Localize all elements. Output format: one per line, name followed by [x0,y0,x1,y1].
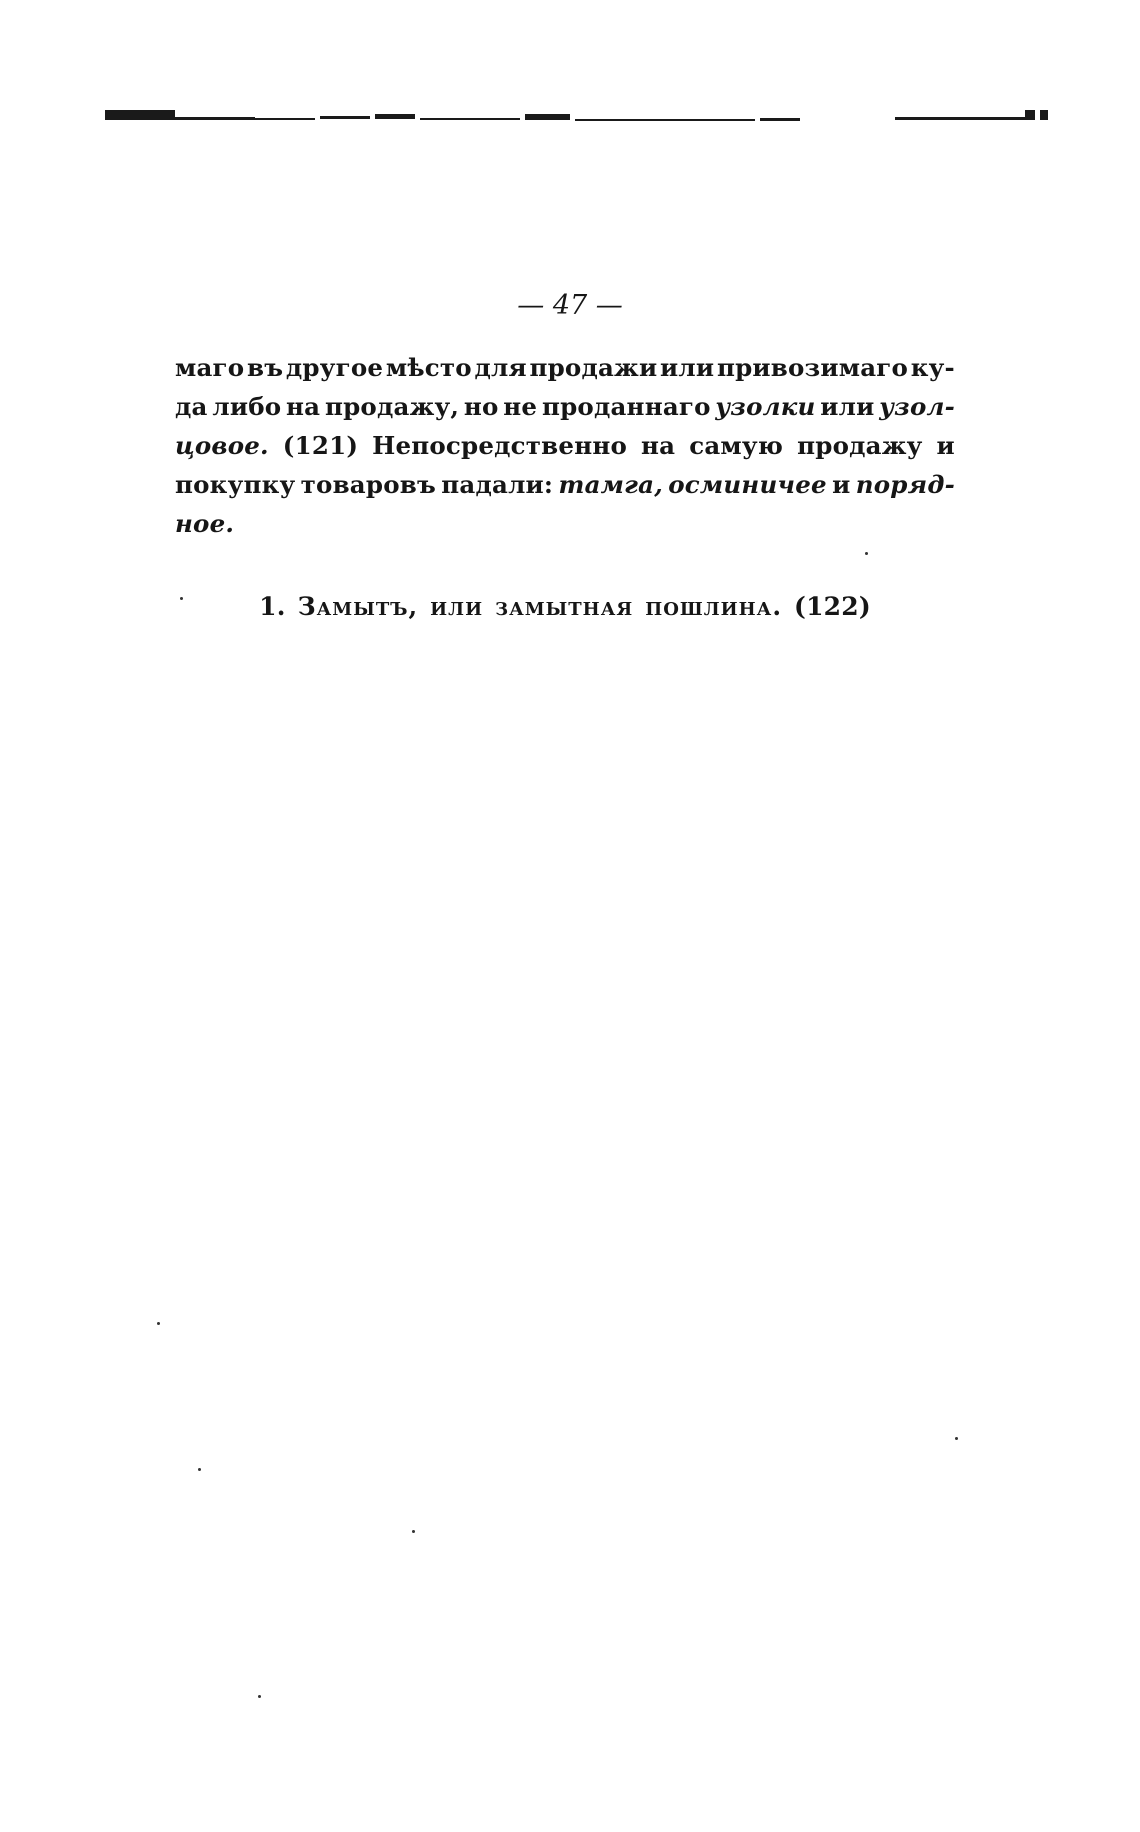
page-number: — 47 — [517,290,623,321]
scan-speck [157,1322,160,1325]
word: продажи [529,353,658,382]
word: или [820,392,875,421]
text-line [175,348,955,387]
heading-word: или [430,592,484,621]
word: для [474,353,527,382]
word: тамга, [558,470,663,499]
scan-speck [955,1437,958,1440]
word: но [463,392,499,421]
word: проданнаго [541,392,711,421]
word: цовое. [175,431,269,460]
text-line [175,504,955,543]
text-line [175,426,955,465]
scan-speck [180,597,183,600]
word: ное. [175,509,235,538]
word: на [286,392,321,421]
scan-speck [198,1468,201,1471]
word: самую [689,431,784,460]
heading-word: пошлина. [645,592,783,621]
scan-speck [258,1695,261,1698]
text-line [175,387,955,426]
word: Непосредственно [372,431,627,460]
word: покупку [175,470,296,499]
word: или [660,353,715,382]
word: на [641,431,676,460]
text-line [175,465,955,504]
word: товаровъ [300,470,436,499]
scan-speck [412,1530,415,1533]
word: падали: [441,470,554,499]
word: (121) [282,431,359,460]
word: привозимаго [716,353,909,382]
word: и [832,470,851,499]
word: другое [285,353,384,382]
word: мѣсто [385,353,472,382]
word: ку- [910,353,955,382]
heading-word: замытная [495,592,634,621]
word: не [503,392,538,421]
word: узол- [879,392,955,421]
word: узолки [715,392,816,421]
word: либо [212,392,282,421]
word: продажу, [324,392,460,421]
heading-line [175,587,955,626]
scan-speck [865,552,868,555]
word: маго [175,353,245,382]
scan-top-edge [105,110,1055,124]
section-heading [175,587,955,626]
word: да [175,392,208,421]
word: продажу [797,431,923,460]
heading-word: (122) [794,592,871,621]
word: и [936,431,955,460]
word: поряд- [855,470,955,499]
word: въ [246,353,284,382]
heading-word: 1. [259,592,286,621]
word: осминичее [668,470,827,499]
top-paragraph [175,348,955,543]
heading-word: Замытъ, [297,592,419,621]
